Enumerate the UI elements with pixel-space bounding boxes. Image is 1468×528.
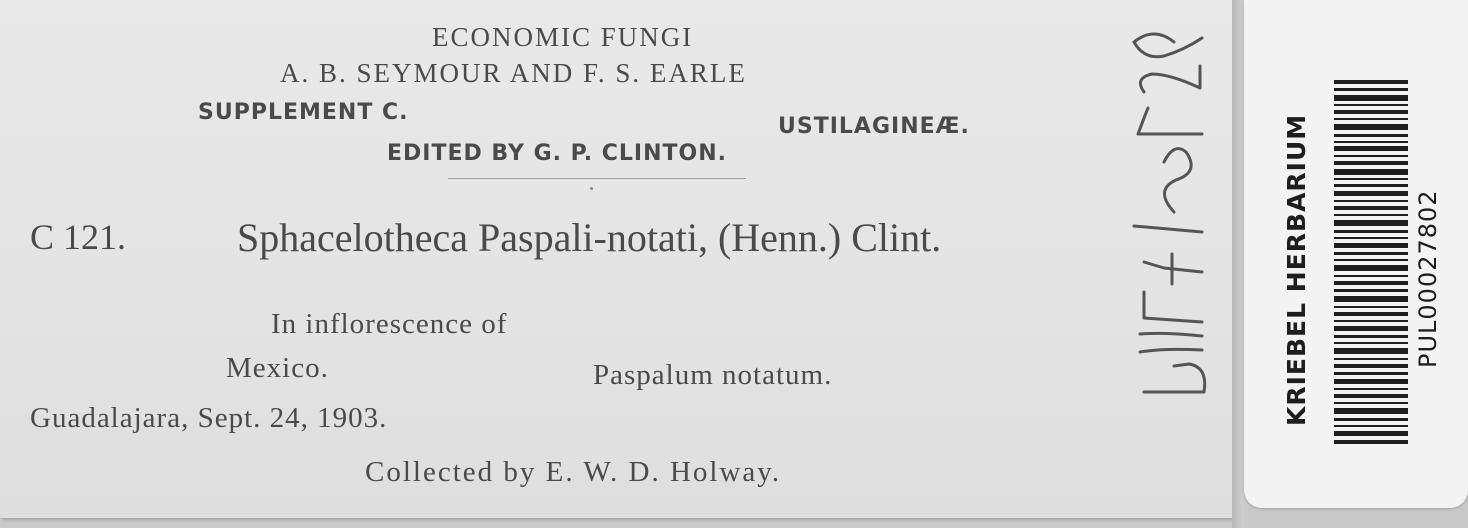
- habitat-line: In inflorescence of: [271, 308, 508, 340]
- handwritten-annotation: [1104, 22, 1214, 402]
- country: Mexico.: [226, 352, 329, 384]
- sheet-gap: [1232, 0, 1244, 528]
- authors-line: A. B. SEYMOUR AND F. S. EARLE: [280, 58, 747, 88]
- catalog-number: PUL00027802: [1414, 189, 1442, 368]
- species-name: Sphacelotheca Paspali-notati, (Henn.) Clint.: [237, 215, 942, 260]
- specimen-number: C 121.: [30, 217, 127, 257]
- supplement-label: SUPPLEMENT C.: [198, 100, 409, 125]
- barcode-image: [1334, 80, 1408, 448]
- collector-line: Collected by E. W. D. Holway.: [365, 456, 782, 488]
- series-title: ECONOMIC FUNGI: [432, 22, 694, 52]
- divider-rule: [448, 178, 746, 179]
- host-name: Paspalum notatum.: [593, 359, 833, 391]
- ink-speck: [590, 187, 593, 190]
- group-label: USTILAGINEÆ.: [778, 114, 970, 139]
- editor-line: EDITED BY G. P. CLINTON.: [387, 141, 728, 166]
- herbarium-name: KRIEBEL HERBARIUM: [1282, 113, 1311, 426]
- locality-date: Guadalajara, Sept. 24, 1903.: [30, 402, 388, 434]
